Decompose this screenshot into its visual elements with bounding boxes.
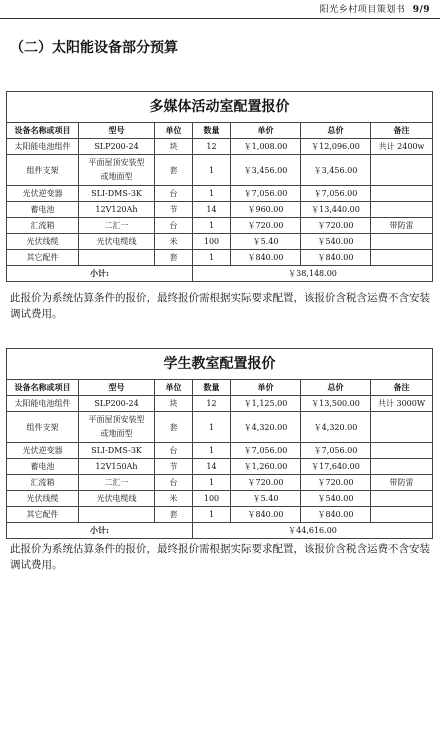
subtotal-label: 小计: xyxy=(7,523,193,539)
column-header-unit: 单位 xyxy=(155,123,193,139)
header-doc-title: 阳光乡村项目策划书 xyxy=(319,5,406,15)
section-title: （二）太阳能设备部分预算 xyxy=(10,40,178,56)
cell-unit-price: ￥7,056.00 xyxy=(231,186,301,202)
cell-total-price: ￥540.00 xyxy=(301,491,371,507)
cell-model: SLI-DMS-3K xyxy=(79,443,155,459)
cell-unit-price: ￥1,008.00 xyxy=(231,139,301,155)
cell-item-name: 太阳能电池组件 xyxy=(7,396,79,412)
table-row xyxy=(7,218,433,234)
column-header-unit-price: 单价 xyxy=(231,380,301,396)
cell-remark xyxy=(371,155,433,186)
table-row xyxy=(7,396,433,412)
subtotal-value: ￥38,148.00 xyxy=(193,266,433,282)
cell-model: 光伏电缆线 xyxy=(79,491,155,507)
cell-item-name: 光伏逆变器 xyxy=(7,443,79,459)
table-title: 多媒体活动室配置报价 xyxy=(7,92,433,123)
cell-remark xyxy=(371,491,433,507)
cell-model: SLP200-24 xyxy=(79,139,155,155)
cell-unit: 套 xyxy=(155,250,193,266)
header-text xyxy=(320,2,430,15)
cell-unit: 台 xyxy=(155,475,193,491)
cell-model: 平面屋顶安装型 或地面型 xyxy=(79,412,155,443)
cell-total-price: ￥3,456.00 xyxy=(301,155,371,186)
table-header-row xyxy=(7,380,433,396)
cell-remark xyxy=(371,507,433,523)
table-header-row xyxy=(7,123,433,139)
cell-quantity: 1 xyxy=(193,250,231,266)
cell-unit-price: ￥7,056.00 xyxy=(231,443,301,459)
cell-remark: 带防雷 xyxy=(371,218,433,234)
cell-unit: 套 xyxy=(155,507,193,523)
cell-quantity: 14 xyxy=(193,202,231,218)
cell-model: SLI-DMS-3K xyxy=(79,186,155,202)
cell-unit: 台 xyxy=(155,186,193,202)
cell-model: 12V150Ah xyxy=(79,459,155,475)
subtotal-label: 小计: xyxy=(7,266,193,282)
table-row xyxy=(7,443,433,459)
column-header-unit-price: 单价 xyxy=(231,123,301,139)
column-header-quantity: 数量 xyxy=(193,123,231,139)
cell-remark xyxy=(371,412,433,443)
cell-item-name: 其它配件 xyxy=(7,250,79,266)
column-header-model: 型号 xyxy=(79,380,155,396)
cell-unit: 台 xyxy=(155,443,193,459)
cell-unit: 米 xyxy=(155,234,193,250)
cell-remark: 带防雷 xyxy=(371,475,433,491)
cell-unit: 套 xyxy=(155,155,193,186)
cell-quantity: 1 xyxy=(193,507,231,523)
page-header xyxy=(0,0,440,19)
header-page-number: 9/9 xyxy=(412,5,430,15)
cell-remark xyxy=(371,234,433,250)
subtotal-row xyxy=(7,523,433,539)
quote-table xyxy=(6,348,433,539)
cell-total-price: ￥12,096.00 xyxy=(301,139,371,155)
cell-total-price: ￥7,056.00 xyxy=(301,186,371,202)
table-row xyxy=(7,155,433,186)
table-row xyxy=(7,459,433,475)
cell-item-name: 太阳能电池组件 xyxy=(7,139,79,155)
cell-total-price: ￥7,056.00 xyxy=(301,443,371,459)
cell-quantity: 1 xyxy=(193,155,231,186)
quote-table-multimedia xyxy=(6,91,432,282)
table-row xyxy=(7,139,433,155)
cell-unit: 套 xyxy=(155,412,193,443)
cell-unit-price: ￥960.00 xyxy=(231,202,301,218)
cell-model xyxy=(79,507,155,523)
cell-unit: 节 xyxy=(155,202,193,218)
column-header-model: 型号 xyxy=(79,123,155,139)
cell-unit-price: ￥3,456.00 xyxy=(231,155,301,186)
cell-item-name: 组件支架 xyxy=(7,412,79,443)
subtotal-value: ￥44,616.00 xyxy=(193,523,433,539)
cell-model: 二汇一 xyxy=(79,475,155,491)
cell-unit-price: ￥720.00 xyxy=(231,218,301,234)
cell-quantity: 100 xyxy=(193,491,231,507)
cell-unit-price: ￥5.40 xyxy=(231,234,301,250)
table-row xyxy=(7,186,433,202)
table-row xyxy=(7,250,433,266)
cell-quantity: 1 xyxy=(193,186,231,202)
column-header-quantity: 数量 xyxy=(193,380,231,396)
cell-remark xyxy=(371,459,433,475)
cell-total-price: ￥540.00 xyxy=(301,234,371,250)
cell-model: 平面屋顶安装型 或地面型 xyxy=(79,155,155,186)
cell-remark xyxy=(371,250,433,266)
cell-model xyxy=(79,250,155,266)
cell-total-price: ￥13,440.00 xyxy=(301,202,371,218)
cell-item-name: 光伏逆变器 xyxy=(7,186,79,202)
cell-total-price: ￥4,320.00 xyxy=(301,412,371,443)
cell-quantity: 1 xyxy=(193,218,231,234)
quote-table xyxy=(6,91,433,282)
table-row xyxy=(7,491,433,507)
cell-quantity: 1 xyxy=(193,475,231,491)
column-header-unit: 单位 xyxy=(155,380,193,396)
cell-remark: 共计 3000W xyxy=(371,396,433,412)
cell-remark xyxy=(371,202,433,218)
cell-unit-price: ￥5.40 xyxy=(231,491,301,507)
cell-remark xyxy=(371,443,433,459)
cell-item-name: 光伏线缆 xyxy=(7,491,79,507)
cell-item-name: 蓄电池 xyxy=(7,459,79,475)
cell-unit: 块 xyxy=(155,396,193,412)
cell-quantity: 12 xyxy=(193,139,231,155)
column-header-item-name: 设备名称或项目 xyxy=(7,380,79,396)
cell-remark: 共计 2400w xyxy=(371,139,433,155)
cell-quantity: 12 xyxy=(193,396,231,412)
cell-item-name: 蓄电池 xyxy=(7,202,79,218)
cell-total-price: ￥13,500.00 xyxy=(301,396,371,412)
column-header-remark: 备注 xyxy=(371,380,433,396)
column-header-total-price: 总价 xyxy=(301,123,371,139)
cell-unit-price: ￥1,260.00 xyxy=(231,459,301,475)
column-header-total-price: 总价 xyxy=(301,380,371,396)
cell-unit-price: ￥4,320.00 xyxy=(231,412,301,443)
cell-unit-price: ￥840.00 xyxy=(231,250,301,266)
table-row xyxy=(7,412,433,443)
cell-unit: 块 xyxy=(155,139,193,155)
cell-item-name: 组件支架 xyxy=(7,155,79,186)
cell-total-price: ￥840.00 xyxy=(301,250,371,266)
cell-quantity: 1 xyxy=(193,412,231,443)
cell-quantity: 1 xyxy=(193,443,231,459)
quote-note-2: 此报价为系统估算条件的报价，最终报价需根据实际要求配置，该报价含税含运费不含安装调试费用。 xyxy=(10,543,430,571)
cell-total-price: ￥720.00 xyxy=(301,218,371,234)
column-header-item-name: 设备名称或项目 xyxy=(7,123,79,139)
cell-item-name: 汇流箱 xyxy=(7,475,79,491)
cell-model: 二汇一 xyxy=(79,218,155,234)
cell-quantity: 14 xyxy=(193,459,231,475)
cell-total-price: ￥840.00 xyxy=(301,507,371,523)
column-header-remark: 备注 xyxy=(371,123,433,139)
cell-unit: 节 xyxy=(155,459,193,475)
cell-item-name: 其它配件 xyxy=(7,507,79,523)
table-row xyxy=(7,475,433,491)
cell-unit-price: ￥840.00 xyxy=(231,507,301,523)
table-row xyxy=(7,507,433,523)
cell-unit: 米 xyxy=(155,491,193,507)
cell-model: SLP200-24 xyxy=(79,396,155,412)
cell-remark xyxy=(371,186,433,202)
table-row xyxy=(7,202,433,218)
cell-item-name: 光伏线缆 xyxy=(7,234,79,250)
quote-table-classroom xyxy=(6,348,432,539)
cell-unit: 台 xyxy=(155,218,193,234)
subtotal-row xyxy=(7,266,433,282)
cell-unit-price: ￥720.00 xyxy=(231,475,301,491)
cell-item-name: 汇流箱 xyxy=(7,218,79,234)
cell-quantity: 100 xyxy=(193,234,231,250)
quote-note-1: 此报价为系统估算条件的报价，最终报价需根据实际要求配置，该报价含税含运费不含安装调试费用。 xyxy=(10,292,430,320)
cell-model: 光伏电缆线 xyxy=(79,234,155,250)
cell-model: 12V120Ah xyxy=(79,202,155,218)
table-title: 学生教室配置报价 xyxy=(7,349,433,380)
cell-total-price: ￥720.00 xyxy=(301,475,371,491)
cell-total-price: ￥17,640.00 xyxy=(301,459,371,475)
table-row xyxy=(7,234,433,250)
cell-unit-price: ￥1,125.00 xyxy=(231,396,301,412)
